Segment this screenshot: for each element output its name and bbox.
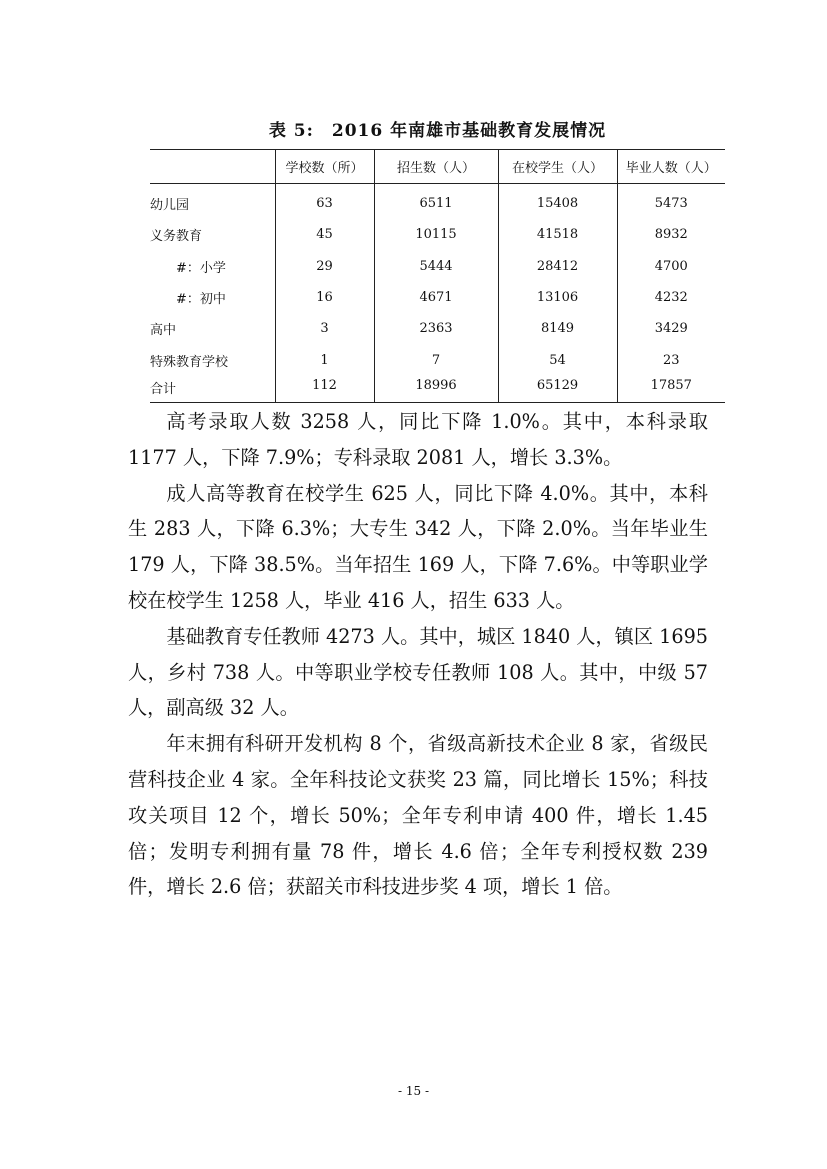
cell-students: 15408	[498, 184, 617, 220]
cell-students: 28412	[498, 251, 617, 282]
page-number: - 15 -	[397, 1084, 429, 1098]
cell-graduates: 4232	[617, 282, 725, 313]
table-header-row	[150, 150, 725, 184]
cell-schools: 63	[275, 184, 374, 220]
cell-enrolled: 2363	[374, 313, 498, 344]
header-schools: 学校数（所）	[275, 150, 374, 184]
cell-schools: 1	[275, 344, 374, 375]
education-table	[150, 149, 725, 403]
paragraph-teachers: 基础教育专任教师 4273 人。其中，城区 1840 人，镇区 1695 人，乡村 738 人。中等职业学校专任教师 108 人。其中，中级 57 人，副高级 32 人。	[128, 624, 708, 720]
paragraph-gaokao: 高考录取人数 3258 人，同比下降 1.0%。其中，本科录取 1177 人，下降 7.9%；专科录取 2081 人，增长 3.3%。	[128, 410, 708, 469]
table-row	[150, 251, 725, 282]
cell-enrolled: 7	[374, 344, 498, 375]
row-label: #：小学	[176, 260, 226, 276]
header-students: 在校学生（人）	[498, 150, 617, 184]
cell-enrolled: 6511	[374, 184, 498, 220]
row-label: #：初中	[176, 292, 226, 308]
table-row	[150, 344, 725, 375]
row-label: 特殊教育学校	[150, 354, 229, 370]
header-stub	[150, 150, 275, 184]
paragraph-adult-education: 成人高等教育在校学生 625 人，同比下降 4.0%。其中，本科生 283 人，下降 6.3%；大专生 342 人，下降 2.0%。当年毕业生 179 人，下降 38.5%。当年招生 169 人，下降 7.6%。中等职业学校在校学生 1258 人，毕业 416 人，招生 633 人。	[128, 481, 708, 612]
cell-schools: 45	[275, 219, 374, 250]
cell-students: 8149	[498, 313, 617, 344]
table-row-total	[150, 376, 725, 403]
cell-graduates: 8932	[617, 219, 725, 250]
table-row	[150, 282, 725, 313]
body-text	[128, 404, 708, 905]
cell-students: 54	[498, 344, 617, 375]
table-row	[150, 219, 725, 250]
cell-graduates: 23	[617, 344, 725, 375]
header-enrolled: 招生数（人）	[374, 150, 498, 184]
cell-enrolled: 4671	[374, 282, 498, 313]
row-label: 幼儿园	[150, 198, 190, 214]
cell-students: 13106	[498, 282, 617, 313]
table-row	[150, 184, 725, 220]
cell-enrolled: 10115	[374, 219, 498, 250]
table-row	[150, 313, 725, 344]
cell-schools: 3	[275, 313, 374, 344]
cell-schools: 29	[275, 251, 374, 282]
row-label: 合计	[150, 376, 275, 403]
paragraph-science-tech: 年末拥有科研开发机构 8 个，省级高新技术企业 8 家，省级民营科技企业 4 家。全年科技论文获奖 23 篇，同比增长 15%；科技攻关项目 12 个，增长 50%；全年专利申请 400 件，增长 1.45 倍；发明专利拥有量 78 件，增长 4.6 倍；全年专利授权数 239 件，增长 2.6 倍；获韶关市科技进步奖 4 项，增长 1 倍。	[128, 732, 708, 899]
header-graduates: 毕业人数（人）	[617, 150, 725, 184]
cell-schools: 112	[275, 376, 374, 403]
cell-graduates: 17857	[617, 376, 725, 403]
row-label: 义务教育	[150, 229, 203, 245]
table-title: 表 5: 2016 年南雄市基础教育发展情况	[268, 121, 607, 141]
row-label: 高中	[150, 323, 177, 339]
cell-enrolled: 18996	[374, 376, 498, 403]
cell-schools: 16	[275, 282, 374, 313]
cell-enrolled: 5444	[374, 251, 498, 282]
cell-graduates: 5473	[617, 184, 725, 220]
cell-graduates: 3429	[617, 313, 725, 344]
cell-students: 41518	[498, 219, 617, 250]
cell-graduates: 4700	[617, 251, 725, 282]
cell-students: 65129	[498, 376, 617, 403]
